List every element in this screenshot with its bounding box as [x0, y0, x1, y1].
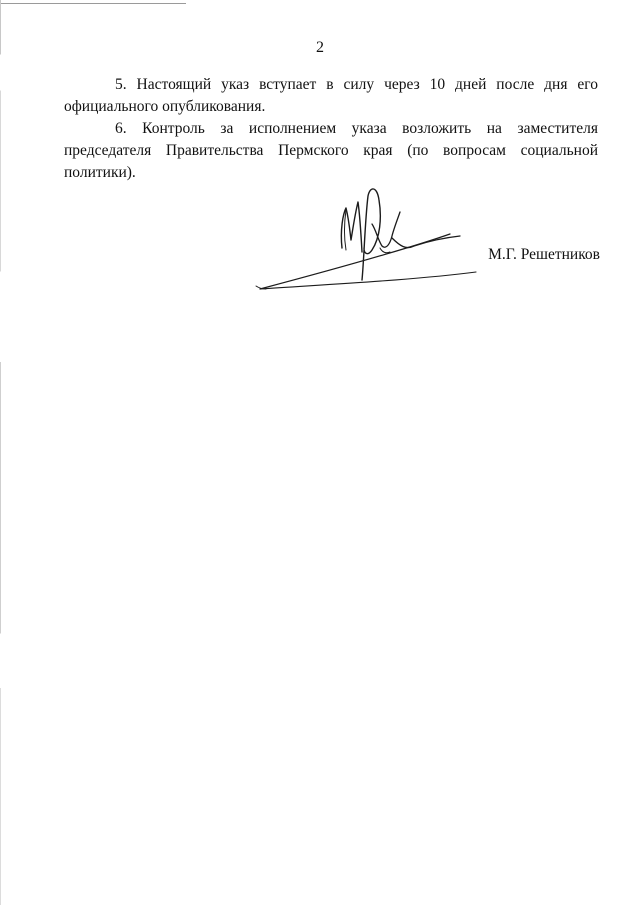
- scan-edge-top: [0, 3, 186, 4]
- document-body: [64, 74, 598, 184]
- scan-edge-left: [0, 0, 1, 905]
- paragraph-6: 6. Контроль за исполнением указа возложить на заместителя председателя Правительства Пермского края (по вопросам социальной политики).: [64, 120, 598, 181]
- paragraph-5: 5. Настоящий указ вступает в силу через 10 дней после дня его официального опубликования.: [64, 76, 598, 115]
- handwritten-signature: [254, 180, 486, 294]
- signer-name: М.Г. Решетников: [488, 246, 600, 263]
- page-number: 2: [316, 39, 324, 56]
